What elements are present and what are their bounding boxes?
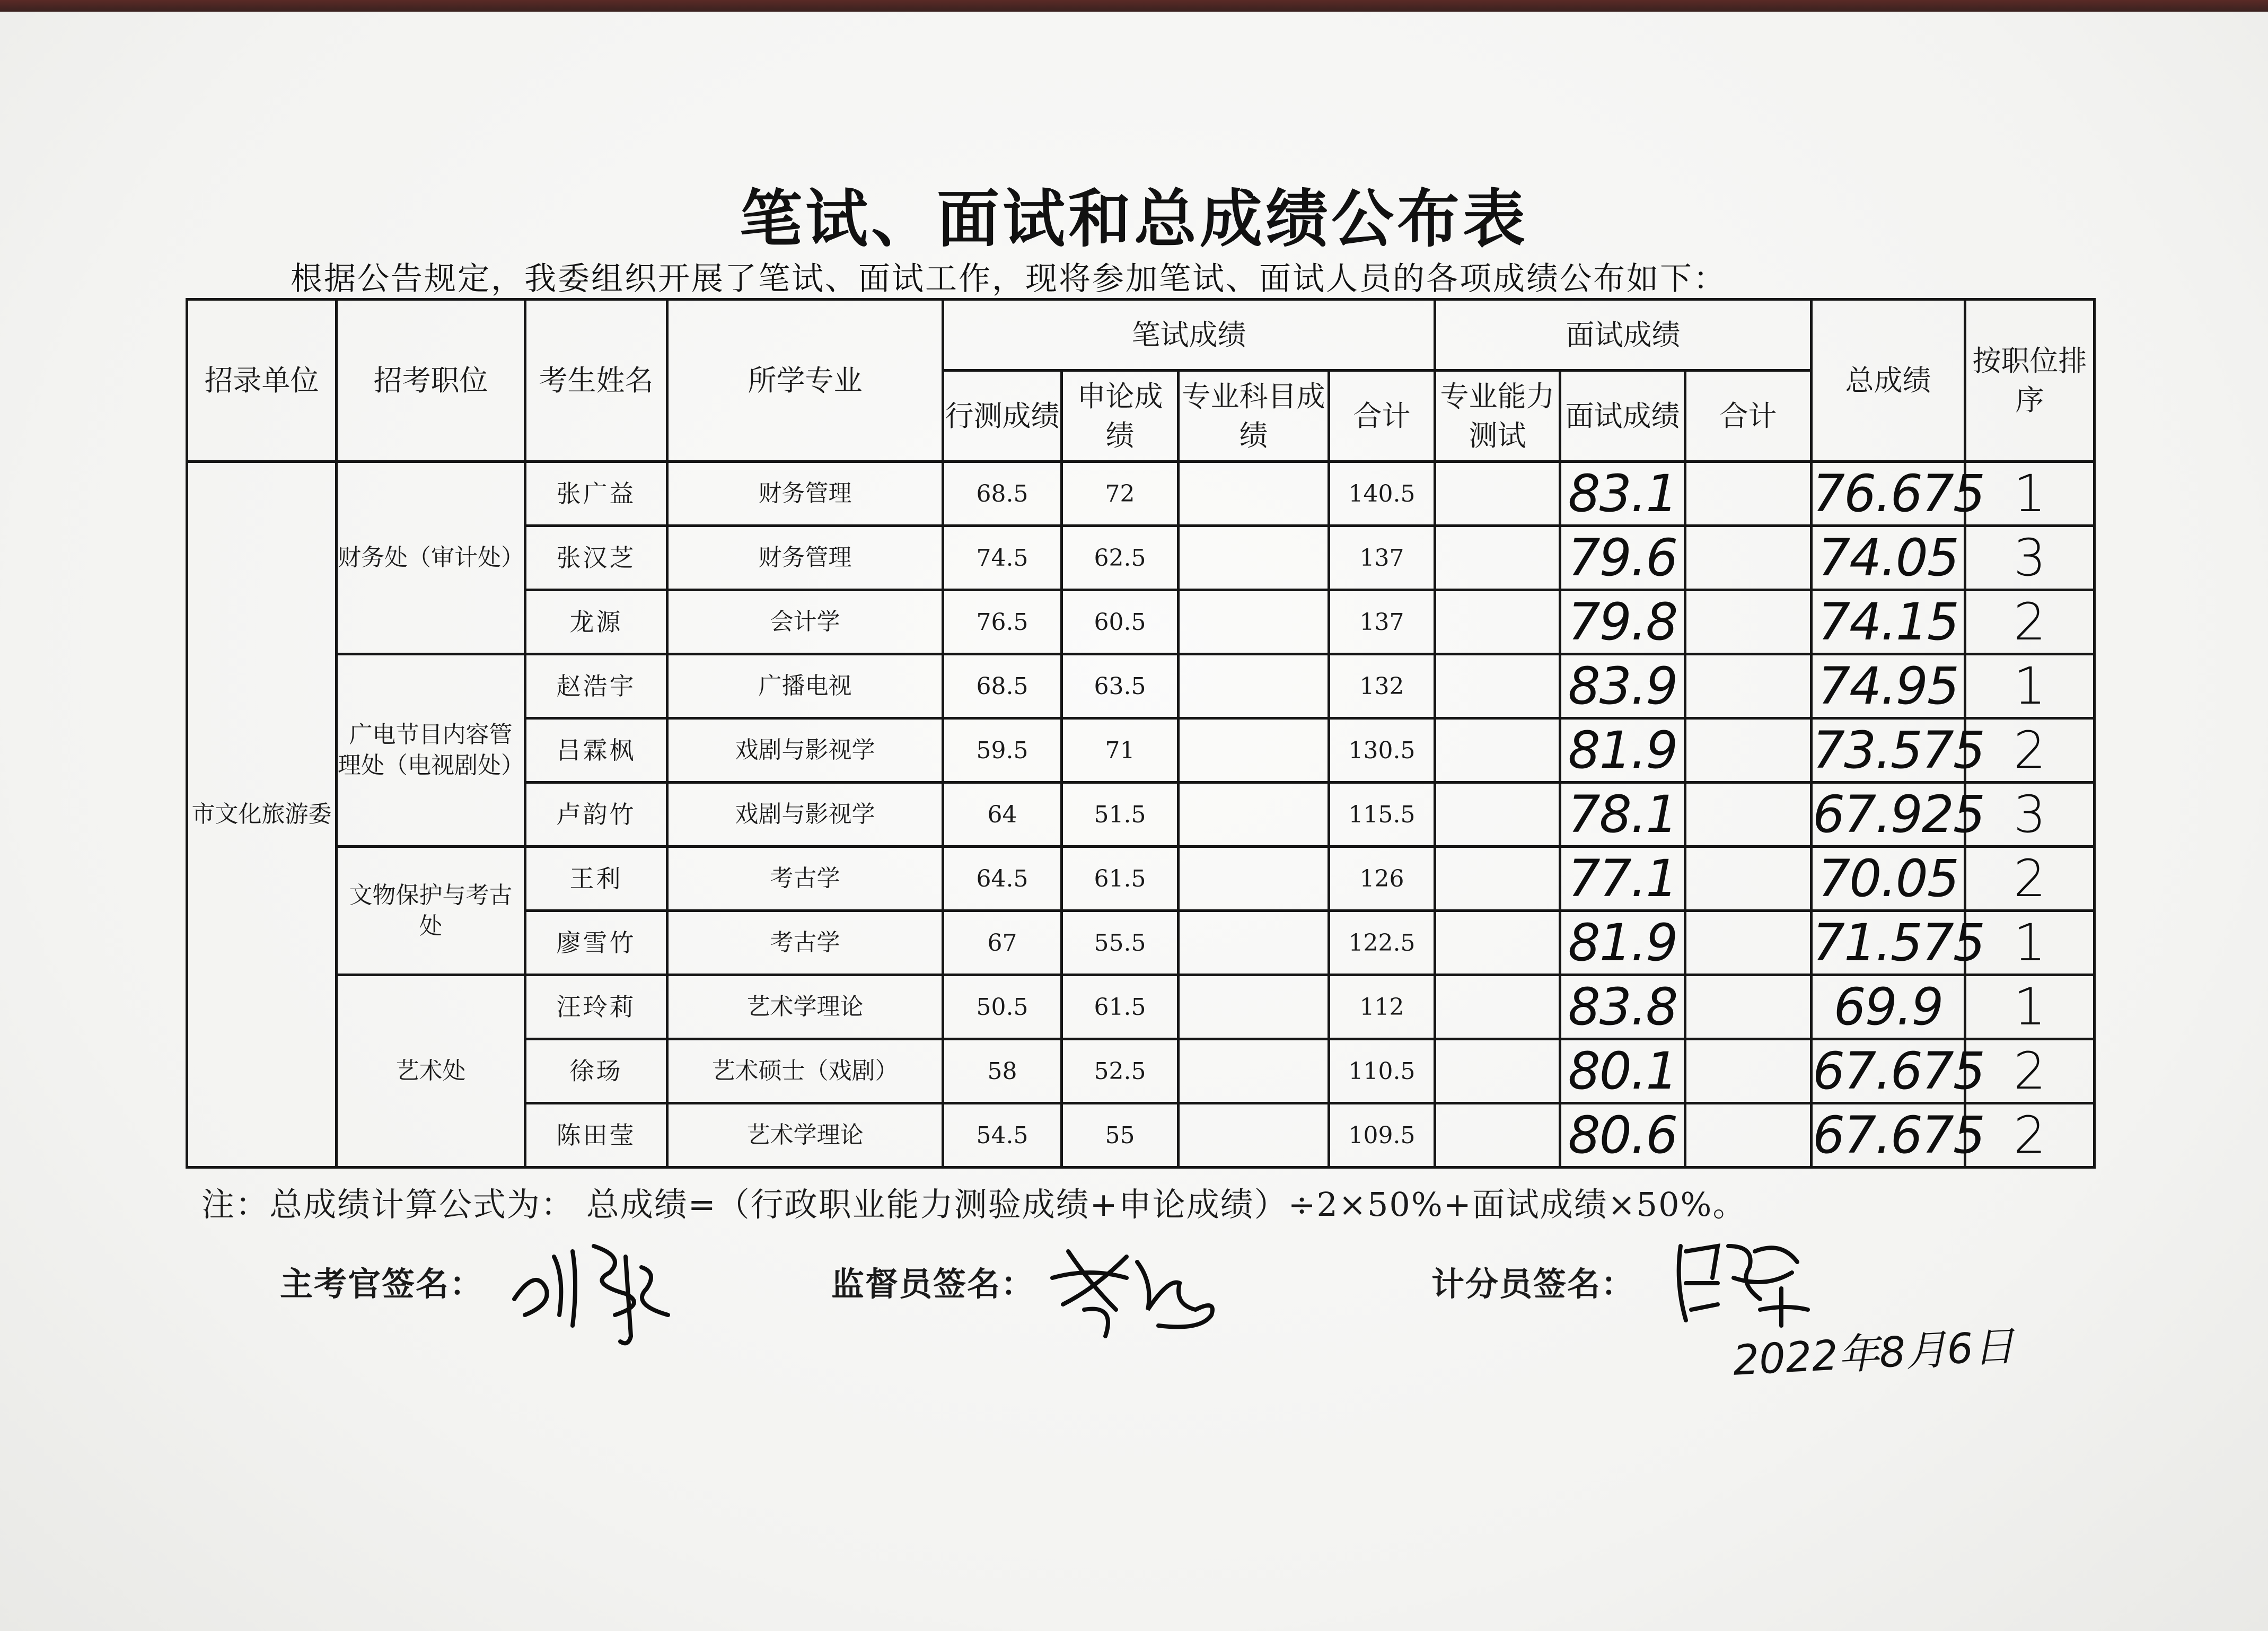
score-table	[186, 298, 2096, 1169]
shenlun-score: 60.5	[1062, 590, 1179, 654]
interview-total	[1685, 654, 1812, 718]
shenlun-score: 62.5	[1062, 526, 1179, 590]
rank-cell: 2	[1965, 1103, 2095, 1168]
position-cell: 艺术处	[337, 975, 525, 1168]
interview-score: 79.6	[1560, 526, 1685, 590]
total-score: 71.575	[1812, 911, 1965, 975]
shenlun-score: 55.5	[1062, 911, 1179, 975]
xingce-score: 64	[943, 783, 1062, 847]
position-cell: 文物保护与考古处	[337, 847, 525, 975]
header-major: 所学专业	[667, 300, 943, 462]
major-cell: 戏剧与影视学	[667, 783, 943, 847]
major-cell: 财务管理	[667, 526, 943, 590]
chief-examiner-label: 主考官签名：	[280, 1265, 484, 1303]
candidate-name: 卢韵竹	[525, 783, 667, 847]
table-row	[187, 462, 2095, 526]
written-total: 112	[1329, 975, 1435, 1039]
position-cell: 财务处（审计处）	[337, 462, 525, 654]
xingce-score: 59.5	[943, 718, 1062, 783]
written-total: 115.5	[1329, 783, 1435, 847]
ability-score	[1435, 847, 1560, 911]
header-shenlun: 申论成绩	[1062, 371, 1179, 462]
interview-score: 78.1	[1560, 783, 1685, 847]
rank-cell: 2	[1965, 590, 2095, 654]
header-ability: 专业能力测试	[1435, 371, 1560, 462]
major-cell: 财务管理	[667, 462, 943, 526]
rank-cell: 1	[1965, 462, 2095, 526]
subject-score	[1179, 1103, 1329, 1168]
subject-score	[1179, 847, 1329, 911]
candidate-name: 赵浩宇	[525, 654, 667, 718]
interview-total	[1685, 975, 1812, 1039]
candidate-name: 汪玲莉	[525, 975, 667, 1039]
ability-score	[1435, 590, 1560, 654]
interview-score: 77.1	[1560, 847, 1685, 911]
shenlun-score: 63.5	[1062, 654, 1179, 718]
major-cell: 考古学	[667, 911, 943, 975]
major-cell: 广播电视	[667, 654, 943, 718]
written-total: 122.5	[1329, 911, 1435, 975]
ability-score	[1435, 654, 1560, 718]
interview-score: 79.8	[1560, 590, 1685, 654]
xingce-score: 68.5	[943, 654, 1062, 718]
paper-top-edge	[0, 0, 2268, 12]
interview-score: 83.1	[1560, 462, 1685, 526]
candidate-name: 廖雪竹	[525, 911, 667, 975]
ability-score	[1435, 1039, 1560, 1103]
interview-total	[1685, 526, 1812, 590]
formula-note: 注：总成绩计算公式为： 总成绩=（行政职业能力测验成绩+申论成绩）÷2×50%+面试成绩×50%。	[201, 1185, 1747, 1224]
interview-total	[1685, 718, 1812, 783]
interview-total	[1685, 847, 1812, 911]
ability-score	[1435, 462, 1560, 526]
rank-cell: 1	[1965, 911, 2095, 975]
shenlun-score: 61.5	[1062, 975, 1179, 1039]
interview-total	[1685, 911, 1812, 975]
total-score: 74.95	[1812, 654, 1965, 718]
shenlun-score: 55	[1062, 1103, 1179, 1168]
subject-score	[1179, 718, 1329, 783]
major-cell: 戏剧与影视学	[667, 718, 943, 783]
interview-score: 83.8	[1560, 975, 1685, 1039]
xingce-score: 54.5	[943, 1103, 1062, 1168]
candidate-name: 龙源	[525, 590, 667, 654]
written-total: 110.5	[1329, 1039, 1435, 1103]
major-cell: 艺术硕士（戏剧）	[667, 1039, 943, 1103]
subject-score	[1179, 654, 1329, 718]
interview-score: 80.1	[1560, 1039, 1685, 1103]
subject-score	[1179, 975, 1329, 1039]
major-cell: 考古学	[667, 847, 943, 911]
candidate-name: 张广益	[525, 462, 667, 526]
xingce-score: 67	[943, 911, 1062, 975]
candidate-name: 徐玚	[525, 1039, 667, 1103]
interview-score: 81.9	[1560, 911, 1685, 975]
rank-cell: 1	[1965, 975, 2095, 1039]
total-score: 69.9	[1812, 975, 1965, 1039]
interview-score: 80.6	[1560, 1103, 1685, 1168]
written-total: 137	[1329, 526, 1435, 590]
candidate-name: 陈田莹	[525, 1103, 667, 1168]
candidate-name: 王利	[525, 847, 667, 911]
total-score: 74.05	[1812, 526, 1965, 590]
header-interview-score: 面试成绩	[1560, 371, 1685, 462]
date-handwritten: 2022年8月6日	[1731, 1322, 2016, 1385]
written-total: 130.5	[1329, 718, 1435, 783]
position-cell: 广电节目内容管理处（电视剧处）	[337, 654, 525, 847]
rank-cell: 2	[1965, 1039, 2095, 1103]
scorer-signature	[1670, 1230, 1824, 1336]
xingce-score: 50.5	[943, 975, 1062, 1039]
total-score: 67.675	[1812, 1039, 1965, 1103]
shenlun-score: 72	[1062, 462, 1179, 526]
header-row-1	[187, 300, 2095, 371]
interview-total	[1685, 1103, 1812, 1168]
header-total: 总成绩	[1812, 300, 1965, 462]
shenlun-score: 51.5	[1062, 783, 1179, 847]
xingce-score: 58	[943, 1039, 1062, 1103]
table-row	[187, 654, 2095, 718]
subject-score	[1179, 526, 1329, 590]
rank-cell: 3	[1965, 783, 2095, 847]
written-total: 132	[1329, 654, 1435, 718]
subject-score	[1179, 590, 1329, 654]
shenlun-score: 52.5	[1062, 1039, 1179, 1103]
supervisor-label: 监督员签名：	[831, 1265, 1035, 1303]
header-xingce: 行测成绩	[943, 371, 1062, 462]
header-interview-total: 合计	[1685, 371, 1812, 462]
ability-score	[1435, 526, 1560, 590]
shenlun-score: 71	[1062, 718, 1179, 783]
ability-score	[1435, 911, 1560, 975]
rank-cell: 2	[1965, 847, 2095, 911]
scorer-label: 计分员签名：	[1431, 1265, 1636, 1303]
interview-total	[1685, 590, 1812, 654]
subject-score	[1179, 911, 1329, 975]
header-position: 招考职位	[337, 300, 525, 462]
interview-total	[1685, 783, 1812, 847]
xingce-score: 64.5	[943, 847, 1062, 911]
ability-score	[1435, 783, 1560, 847]
table-row	[187, 847, 2095, 911]
total-score: 67.675	[1812, 1103, 1965, 1168]
document-title: 笔试、面试和总成绩公布表	[739, 182, 1528, 256]
header-interview: 面试成绩	[1435, 300, 1812, 371]
total-score: 74.15	[1812, 590, 1965, 654]
header-rank: 按职位排序	[1965, 300, 2095, 462]
total-score: 67.925	[1812, 783, 1965, 847]
interview-total	[1685, 1039, 1812, 1103]
rank-cell: 2	[1965, 718, 2095, 783]
ability-score	[1435, 975, 1560, 1039]
header-name: 考生姓名	[525, 300, 667, 462]
written-total: 137	[1329, 590, 1435, 654]
rank-cell: 1	[1965, 654, 2095, 718]
unit-cell: 市文化旅游委	[187, 462, 337, 1168]
total-score: 70.05	[1812, 847, 1965, 911]
major-cell: 会计学	[667, 590, 943, 654]
xingce-score: 68.5	[943, 462, 1062, 526]
major-cell: 艺术学理论	[667, 975, 943, 1039]
chief-examiner-signature	[504, 1235, 684, 1357]
supervisor-signature	[1047, 1241, 1238, 1347]
xingce-score: 74.5	[943, 526, 1062, 590]
subject-score	[1179, 462, 1329, 526]
candidate-name: 张汉芝	[525, 526, 667, 590]
header-unit: 招录单位	[187, 300, 337, 462]
xingce-score: 76.5	[943, 590, 1062, 654]
ability-score	[1435, 718, 1560, 783]
interview-score: 83.9	[1560, 654, 1685, 718]
major-cell: 艺术学理论	[667, 1103, 943, 1168]
header-written: 笔试成绩	[943, 300, 1435, 371]
total-score: 73.575	[1812, 718, 1965, 783]
intro-text: 根据公告规定，我委组织开展了笔试、面试工作，现将参加笔试、面试人员的各项成绩公布如下：	[291, 260, 1727, 297]
shenlun-score: 61.5	[1062, 847, 1179, 911]
candidate-name: 吕霖枫	[525, 718, 667, 783]
table-row	[187, 975, 2095, 1039]
total-score: 76.675	[1812, 462, 1965, 526]
header-written-total: 合计	[1329, 371, 1435, 462]
header-subject: 专业科目成绩	[1179, 371, 1329, 462]
subject-score	[1179, 1039, 1329, 1103]
subject-score	[1179, 783, 1329, 847]
written-total: 126	[1329, 847, 1435, 911]
rank-cell: 3	[1965, 526, 2095, 590]
written-total: 140.5	[1329, 462, 1435, 526]
interview-total	[1685, 462, 1812, 526]
ability-score	[1435, 1103, 1560, 1168]
written-total: 109.5	[1329, 1103, 1435, 1168]
interview-score: 81.9	[1560, 718, 1685, 783]
